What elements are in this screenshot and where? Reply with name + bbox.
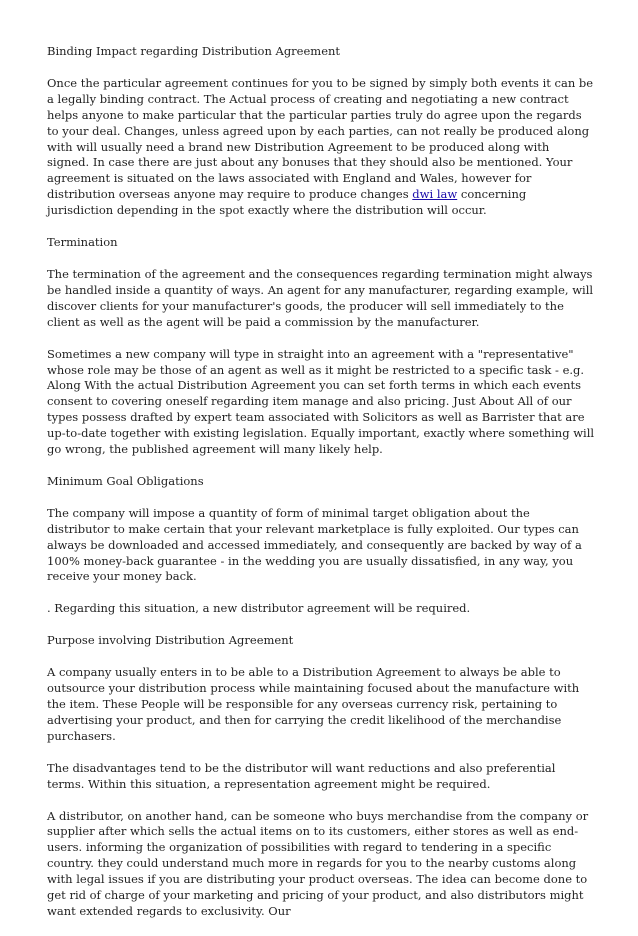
paragraph-disadvantages: The disadvantages tend to be the distributor will want reductions and also preferential terms. Within this situation, a representation agreement might be required. — [47, 760, 556, 791]
document-title: Binding Impact regarding Distribution Agreement — [47, 44, 341, 58]
paragraph-distributor-definition: A distributor, on another hand, can be someone who buys merchandise from the company or supplier after which sells the actual items on to its customers, either stores as well as end-users. informing the organization of possibilities with regard to tendering in a specific country. they could understand much more in regards for you to the nearby customs along with legal issues if you are distributing your product overseas. The idea can become done to get rid of charge of your marketing and pricing of your product, and also distributors might want extended regards to exclusivity. Our — [47, 808, 589, 918]
document-page — [47, 44, 595, 936]
paragraph-text: concerning jurisdiction depending in the spot exactly where the distribution will occur. — [47, 187, 527, 218]
heading-minimum-goal: Minimum Goal Obligations — [47, 473, 204, 488]
paragraph-representative: Sometimes a new company will type in straight into an agreement with a "representative" whose role may be those of an agent as well as it might be restricted to a specific task - e.g. Along With the actual Distribution Agreement you can set forth terms in which each events consent to covering oneself regarding item manage and also pricing. Just About All of our types possess drafted by expert team associated with Solicitors as well as Barrister that are up-to-date together with existing legislation. Equally important, exactly where something will go wrong, the published agreement will many likely help. — [47, 346, 595, 457]
paragraph-binding-impact — [47, 76, 595, 219]
paragraph-text: Once the particular agreement continues for you to be signed by simply both events it can be a legally binding contract. The Actual process of creating and negotiating a new contract helps anyone to make particular that the particular parties truly do agree upon the regards to your deal. Changes, unless agreed upon by each parties, can not really be produced along with will usually need a brand new Distribution Agreement to be produced along with signed. In case there are just about any bonuses that they should also be mentioned. Your agreement is situated on the laws associated with England and Wales, however for distribution overseas anyone may require to produce changes — [47, 75, 594, 202]
heading-termination: Termination — [47, 235, 118, 250]
paragraph-minimum-target: The company will impose a quantity of form of minimal target obligation about the distributor to make certain that your relevant marketplace is fully exploited. Our types can always be downloaded and accessed immediately, and consequently are backed by way of a 100% money-back guarantee - in the wedding you are usually dissatisfied, in any way, you receive your money back. — [47, 505, 582, 584]
paragraph-distributor-required: . Regarding this situation, a new distributor agreement will be required. — [47, 601, 471, 616]
dwi-law-link[interactable]: dwi law — [412, 187, 458, 202]
paragraph-termination: The termination of the agreement and the consequences regarding termination might always be handled inside a quantity of ways. An agent for any manufacturer, regarding example, will discover clients for your manufacturer's goods, the producer will sell immediately to the client as well as the agent will be paid a commission by the manufacturer. — [47, 266, 594, 329]
paragraph-purpose: A company usually enters in to be able to a Distribution Agreement to always be able to outsource your distribution process while maintaining focused about the manufacture with the item. These People will be responsible for any overseas currency risk, pertaining to advertising your product, and then for carrying the credit likelihood of the merchandise purchasers. — [47, 665, 580, 743]
heading-purpose: Purpose involving Distribution Agreement — [47, 633, 294, 648]
